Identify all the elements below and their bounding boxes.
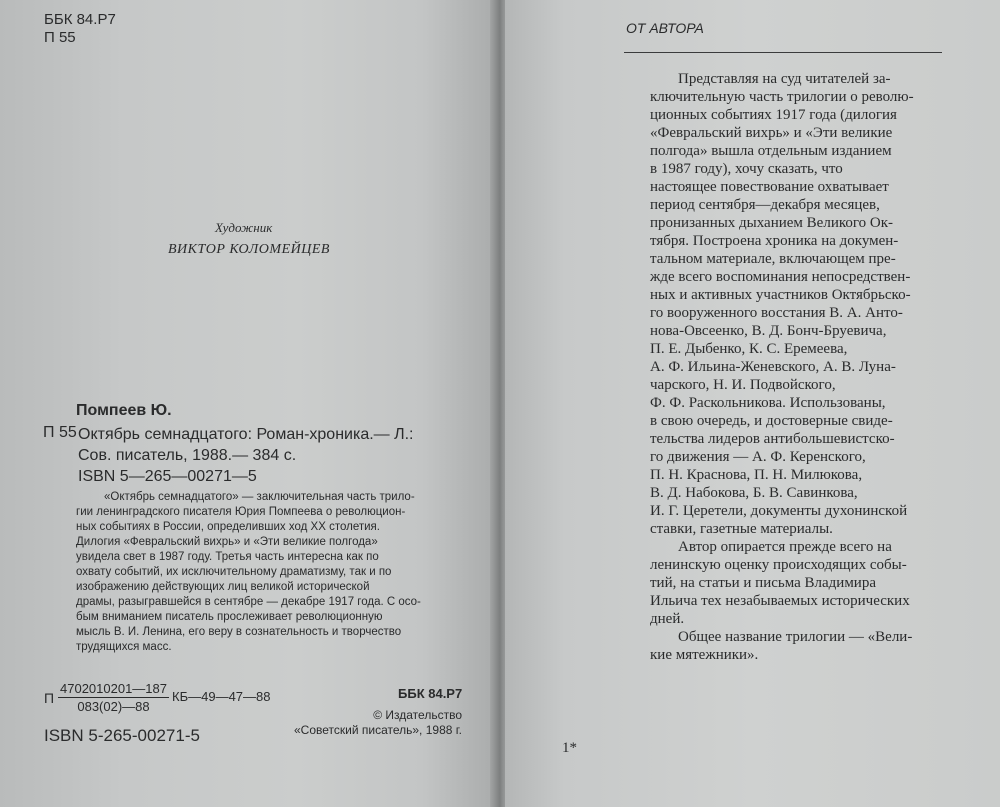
text-line: нова-Овсеенко, В. Д. Бонч-Бруевича, (650, 323, 887, 339)
text-line: Автор опирается прежде всего на (678, 539, 892, 555)
annotation-line: драмы, разыгравшейся в сентябре — декабре 1917 года. С осо- (76, 596, 421, 608)
isbn-bottom: ISBN 5-265-00271-5 (44, 726, 200, 745)
text-line: тельства лидеров антибольшевистско- (650, 431, 895, 447)
copyright-notice (294, 708, 462, 738)
text-line: В. Д. Набокова, Б. В. Савинкова, (650, 485, 858, 501)
text-line: в 1987 году), хочу сказать, что (650, 161, 843, 177)
text-line: П. Н. Краснова, П. Н. Милюкова, (650, 467, 863, 483)
heading-rule (624, 52, 942, 53)
annotation-line: ных событиях в России, определивших ход XX столетия. (76, 521, 380, 533)
annotation-line: изображению действующих лиц великой исторической (76, 581, 370, 593)
section-heading: ОТ АВТОРА (626, 20, 704, 36)
text-line: тальном материале, включающем пре- (650, 251, 896, 267)
kb-code: КБ—49—47—88 (172, 689, 271, 704)
left-page (0, 0, 497, 807)
index-code: П 55 (43, 424, 77, 441)
text-line: ционных событиях 1917 года (дилогия (650, 107, 897, 123)
text-line: в свою очередь, и достоверные свиде- (650, 413, 893, 429)
annotation-line: увидела свет в 1987 году. Третья часть интересна как по (76, 551, 379, 563)
text-line: «Февральский вихрь» и «Эти великие (650, 125, 893, 141)
annotation (76, 490, 421, 655)
text-line: Представляя на суд читателей за- (678, 71, 891, 87)
bbk-index-top (44, 11, 116, 47)
text-line: период сентября—декабря месяцев, (650, 197, 880, 213)
text-line: П. Е. Дыбенко, К. С. Еремеева, (650, 341, 848, 357)
text-line: жде всего воспоминания непосредствен- (650, 269, 911, 285)
annotation-line: «Октябрь семнадцатого» — заключительная часть трило- (104, 491, 415, 503)
artist-name: ВИКТОР КОЛОМЕЙЦЕВ (168, 242, 330, 257)
bibliographic-record (78, 424, 414, 487)
publication-code-fraction (58, 680, 169, 715)
text-line: Ф. Ф. Раскольникова. Использованы, (650, 395, 886, 411)
text-line: чарского, Н. И. Подвойского, (650, 377, 836, 393)
text-line: Общее название трилогии — «Вели- (678, 629, 913, 645)
text-line: го вооруженного восстания В. А. Анто- (650, 305, 903, 321)
code-numerator: 4702010201—187 (60, 681, 167, 696)
author-mark: П 55 (44, 29, 76, 46)
page-number: 1* (562, 740, 577, 756)
text-line: го движения — А. Ф. Керенского, (650, 449, 866, 465)
bbk-index-bottom: ББК 84.Р7 (398, 686, 463, 701)
text-line: настоящее повествование охватывает (650, 179, 889, 195)
text-line: дней. (650, 611, 685, 627)
annotation-line: бым вниманием писатель прослеживает революционную (76, 611, 383, 623)
text-line: тября. Построена хроника на докумен- (650, 233, 899, 249)
text-line: ключительную часть трилогии о револю- (650, 89, 914, 105)
artist-label: Художник (215, 220, 273, 235)
annotation-line: охвату событий, их исключительному драматизму, так и по (76, 566, 392, 578)
code-denominator: 083(02)—88 (77, 699, 150, 714)
text-line: кие мятежники». (650, 647, 759, 663)
text-line: Ильича тех незабываемых исторических (650, 593, 910, 609)
annotation-line: мысль В. И. Ленина, его веру в сознательность и творчество (76, 626, 402, 638)
annotation-line: Дилогия «Февральский вихрь» и «Эти великие полгода» (76, 536, 378, 548)
text-line: А. Ф. Ильина-Женевского, А. В. Луна- (650, 359, 896, 375)
text-line: полгода» вышла отдельным изданием (650, 143, 892, 159)
bbk-code: ББК 84.Р7 (44, 11, 116, 28)
text-line: ленинскую оценку происходящих собы- (650, 557, 907, 573)
biblio-isbn-line: ISBN 5—265—00271—5 (78, 468, 257, 485)
copyright-line: © Издательство (373, 708, 462, 722)
author-name: Помпеев Ю. (76, 402, 172, 419)
biblio-title-line: Октябрь семнадцатого: Роман-хроника.— Л.: (78, 426, 414, 443)
code-prefix: П (44, 690, 55, 706)
text-line: ставки, газетные материалы. (650, 521, 833, 537)
biblio-publisher-line: Сов. писатель, 1988.— 384 с. (78, 447, 297, 464)
copyright-line: «Советский писатель», 1988 г. (294, 723, 462, 737)
text-line: пронизанных дыханием Великого Ок- (650, 215, 894, 231)
annotation-line: гии ленинградского писателя Юрия Помпеева о революцион- (76, 506, 406, 518)
text-line: тий, на статьи и письма Владимира (650, 575, 876, 591)
text-line: ных и активных участников Октябрьско- (650, 287, 911, 303)
annotation-line: трудящихся масс. (76, 641, 172, 653)
foreword-text (650, 70, 914, 664)
text-line: И. Г. Церетели, документы духонинской (650, 503, 908, 519)
